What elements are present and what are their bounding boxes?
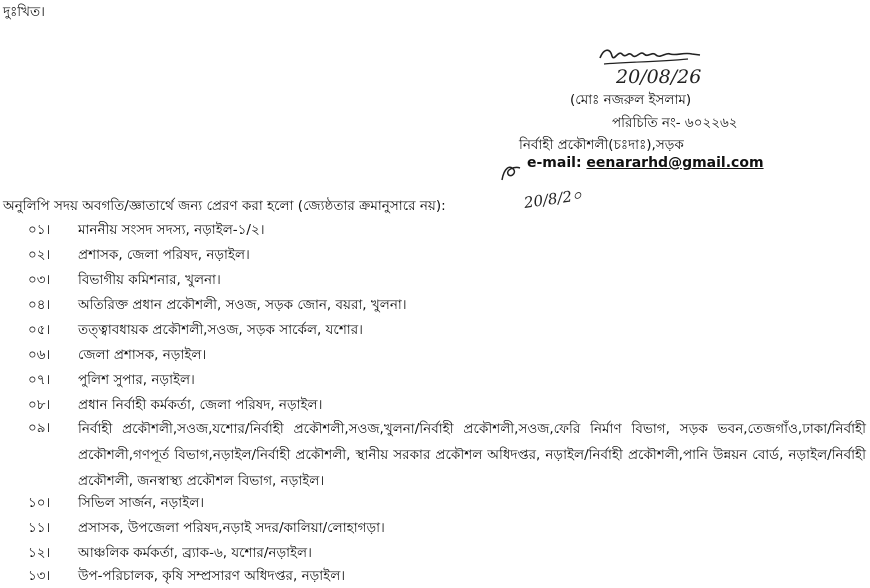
item-number: ০৯। <box>28 420 51 436</box>
initial-signature-icon <box>498 160 524 186</box>
item-number: ১৩। <box>28 568 51 584</box>
signatory-designation: নির্বাহী প্রকৌশলী(চঃদাঃ),সড়ক <box>519 137 684 153</box>
item-number: ০৪। <box>28 297 51 313</box>
closing-phrase: দুঃখিত। <box>3 4 45 20</box>
item-text: তত্ত্বাবধায়ক প্রকৌশলী,সওজ, সড়ক সার্কেল, যশোর। <box>78 322 363 338</box>
item-number: ০৮। <box>28 397 51 413</box>
list-item <box>0 416 870 494</box>
item-text: আঞ্চলিক কর্মকর্তা, ব্র্যাক-৬, যশোর/নড়াইল। <box>78 545 312 561</box>
item-number: ১২। <box>28 545 51 561</box>
item-number: ০৩। <box>28 272 51 288</box>
item-text: প্রধান নির্বাহী কর্মকর্তা, জেলা পরিষদ, নড়াইল। <box>78 397 323 413</box>
item-number: ০২। <box>28 247 51 263</box>
item-number: ০৫। <box>28 322 51 338</box>
item-number: ১১। <box>28 520 51 536</box>
item-number: ০৭। <box>28 372 51 388</box>
item-text: নির্বাহী প্রকৌশলী,সওজ,যশোর/নির্বাহী প্রকৌশলী,সওজ,খুলনা/নির্বাহী প্রকৌশলী,সওজ,ফেরি নির্মাণ বিভাগ, সড়ক ভবন,তেজগাঁও,ঢাকা/নির্বাহী প্রকৌশলী,গণপূর্ত বিভাগ,নড়াইল/নির্বাহী প্রকৌশলী, স্থানীয় সরকার প্রকৌশল অধিদপ্তর, নড়াইল/নির্বাহী প্রকৌশলী,পানি উন্নয়ন বোর্ড, নড়াইল/নির্বাহী প্রকৌশলী, জনস্বাস্থ্য প্রকৌশল বিভাগ, নড়াইল। <box>78 421 866 489</box>
item-number: ১০। <box>28 495 51 511</box>
item-text: সিভিল সার্জন, নড়াইল। <box>78 495 205 511</box>
item-text: বিভাগীয় কমিশনার, খুলনা। <box>78 272 221 288</box>
item-number: ০১। <box>28 222 51 238</box>
item-text: প্রসাসক, উপজেলা পরিষদ,নড়াই সদর/কালিয়া/লোহাগড়া। <box>78 520 385 536</box>
item-text: জেলা প্রশাসক, নড়াইল। <box>78 347 207 363</box>
copy-intro: অনুলিপি সদয় অবগতি/জ্ঞাতার্থে জন্য প্রেরণ করা হলো (জ্যেষ্ঠতার ক্রমানুসারে নয়): <box>3 198 446 214</box>
item-text: মাননীয় সংসদ সদস্য, নড়াইল-১/২। <box>78 222 265 238</box>
email-label: e-mail: <box>527 155 582 171</box>
signature-date: 20/08/26 <box>616 66 702 88</box>
email-address: eenararhd@gmail.com <box>586 155 764 171</box>
signatory-name: (মোঃ নজরুল ইসলাম) <box>570 92 692 108</box>
item-text: পুলিশ সুপার, নড়াইল। <box>78 372 195 388</box>
initial-date: 20/8/2০ <box>522 186 583 212</box>
signature-block <box>500 40 860 200</box>
item-text: অতিরিক্ত প্রধান প্রকৌশলী, সওজ, সড়ক জোন, বয়রা, খুলনা। <box>78 297 407 313</box>
item-text: প্রশাসক, জেলা পরিষদ, নড়াইল। <box>78 247 250 263</box>
item-text: উপ-পরিচালক, কৃষি সম্প্রসারণ অধিদপ্তর, নড়াইল। <box>78 568 346 584</box>
signatory-id: পরিচিতি নং- ৬০২২৬২ <box>612 115 738 131</box>
item-number: ০৬। <box>28 347 51 363</box>
signatory-email <box>527 154 764 172</box>
